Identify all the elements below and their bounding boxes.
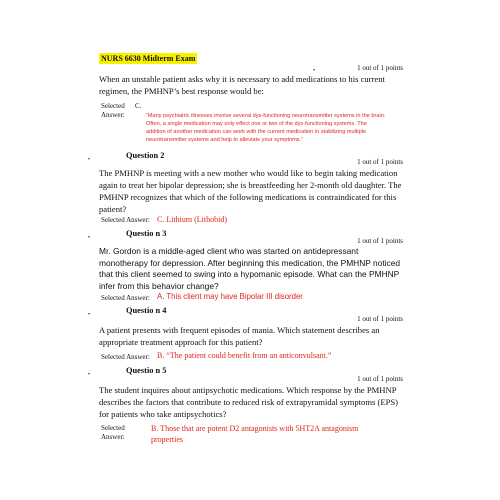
bullet-marker: • — [88, 235, 91, 241]
question-2-text: The PMHNP is meeting with a new mother who would like to begin taking medication again to treat her bipolar depression; she is breastfeeding her 2-month old daughter. The PMHNP recognizes that which of the following medications is contraindicated for this patient? — [99, 168, 402, 214]
question-4-header: Questio n 4 — [126, 306, 167, 315]
answer-letter: C. — [135, 102, 142, 110]
selected-answer-label — [101, 424, 135, 442]
answer-letter: C. — [157, 215, 165, 224]
question-4-text: A patient presents with frequent episodes of mania. Which statement describes an appropriate treatment approach for this patient? — [99, 325, 380, 347]
bullet-marker: • — [88, 157, 91, 163]
selected-label-line1: Selected — [101, 424, 125, 432]
question-2-points: 1 out of 1 points — [357, 158, 403, 166]
answer-text: “The patient could benefit from an anticonvulsant.” — [166, 351, 332, 360]
question-4-points: 1 out of 1 points — [357, 315, 403, 323]
selected-answer-label: Selected Answer: — [101, 353, 150, 361]
question-1-points: 1 out of 1 points — [357, 64, 403, 72]
question-1-answer-text: “Many psychiatric illnesses involve several dys-functioning neurotransmitter systems in the brain. Often, a single medication may only effect one or two of the dys-functioning systems. The addition of another medication can work with the current medication in stabilizing multiple neurotransmitter systems and help to alleviate your symptoms.” — [146, 113, 386, 143]
question-3-points: 1 out of 1 points — [357, 237, 403, 245]
answer-text: Lithium (Lithobid) — [166, 215, 228, 224]
question-5-points: 1 out of 1 points — [357, 375, 403, 383]
question-1-text: When an unstable patient asks why it is necessary to add medications to his current regimen, the PMHNP’s best response would be: — [99, 74, 385, 96]
selected-label-line2: Answer: — [101, 111, 125, 119]
bullet-marker: • — [313, 68, 316, 74]
bullet-marker: • — [88, 312, 91, 318]
question-3-answer — [157, 292, 303, 301]
question-5-text: The student inquires about antipsychotic medications. Which response by the PMHNP describes the factors that contribute to reduced risk of extrapyramidal symptoms (EPS) for patients who take antipsychotics? — [99, 385, 399, 419]
question-2-header: Question 2 — [126, 151, 165, 160]
question-5-header: Questio n 5 — [126, 366, 167, 375]
answer-letter: A. — [157, 292, 165, 301]
selected-answer-label — [101, 102, 135, 120]
answer-letter: B. — [151, 424, 159, 433]
question-4-answer — [157, 351, 331, 360]
selected-answer-label: Selected Answer: — [101, 294, 150, 302]
answer-text: This client may have Bipolar III disorder — [166, 292, 303, 301]
selected-label-line2: Answer: — [101, 433, 125, 441]
selected-answer-label: Selected Answer: — [101, 216, 150, 224]
question-5-answer — [151, 423, 391, 445]
question-3-header: Questio n 3 — [126, 229, 167, 238]
exam-title: NURS 6630 Midterm Exam — [101, 54, 196, 63]
bullet-marker: • — [88, 372, 91, 378]
question-3-text: Mr. Gordon is a middle-aged client who was started on antidepressant monotherapy for depression. After beginning this medication, the PMHNP noticed that this client seemed to swing into a hypomanic episode. What can the PMHNP infer from this behavior change? — [99, 246, 401, 291]
answer-text: Those that are potent D2 antagonists with 5HT2A antagonism properties — [151, 424, 359, 444]
question-2-answer — [157, 215, 227, 224]
selected-label-line1: Selected — [101, 102, 125, 110]
answer-letter: B. — [157, 351, 165, 360]
